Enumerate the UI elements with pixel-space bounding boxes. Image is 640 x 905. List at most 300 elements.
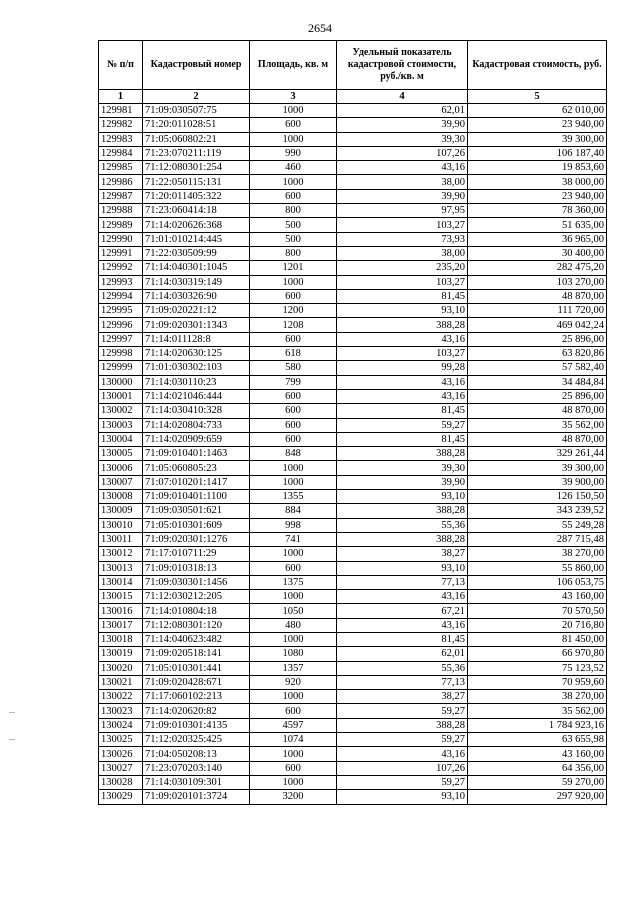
table-row	[99, 289, 607, 303]
table-row	[99, 232, 607, 246]
column-number: 4	[337, 90, 468, 104]
table-row	[99, 275, 607, 289]
unit-rate-cell: 103,27	[337, 218, 468, 232]
area-cell: 460	[250, 161, 337, 175]
table-row	[99, 518, 607, 532]
area-cell: 1000	[250, 590, 337, 604]
cadastral-value-table	[98, 40, 607, 805]
area-cell: 600	[250, 418, 337, 432]
cadastral-number-cell: 71:05:010301:609	[143, 518, 250, 532]
area-cell: 1375	[250, 575, 337, 589]
area-cell: 1355	[250, 490, 337, 504]
cadastral-number-cell: 71:20:011405:322	[143, 189, 250, 203]
row-number-cell: 130011	[99, 532, 143, 546]
table-row	[99, 733, 607, 747]
area-cell: 600	[250, 289, 337, 303]
unit-rate-cell: 97,95	[337, 204, 468, 218]
cadastral-number-cell: 71:09:010401:1100	[143, 490, 250, 504]
cadastral-value-cell: 1 784 923,16	[468, 718, 607, 732]
cadastral-number-cell: 71:17:010711:29	[143, 547, 250, 561]
cadastral-value-cell: 19 853,60	[468, 161, 607, 175]
cadastral-value-cell: 66 970,80	[468, 647, 607, 661]
row-number-cell: 130000	[99, 375, 143, 389]
cadastral-value-cell: 48 870,00	[468, 289, 607, 303]
area-cell: 1000	[250, 461, 337, 475]
row-number-cell: 130023	[99, 704, 143, 718]
cadastral-value-cell: 103 270,00	[468, 275, 607, 289]
unit-rate-cell: 43,16	[337, 375, 468, 389]
row-number-cell: 130014	[99, 575, 143, 589]
table-row	[99, 675, 607, 689]
cadastral-number-cell: 71:14:030326:90	[143, 289, 250, 303]
row-number-cell: 129998	[99, 347, 143, 361]
row-number-cell: 130010	[99, 518, 143, 532]
cadastral-value-cell: 63 820,86	[468, 347, 607, 361]
unit-rate-cell: 59,27	[337, 775, 468, 789]
cadastral-value-cell: 126 150,50	[468, 490, 607, 504]
cadastral-value-cell: 43 160,00	[468, 590, 607, 604]
table-row	[99, 418, 607, 432]
area-cell: 1050	[250, 604, 337, 618]
cadastral-value-cell: 55 249,28	[468, 518, 607, 532]
row-number-cell: 129982	[99, 118, 143, 132]
unit-rate-cell: 55,36	[337, 518, 468, 532]
cadastral-value-cell: 64 356,00	[468, 761, 607, 775]
cadastral-value-cell: 329 261,44	[468, 447, 607, 461]
unit-rate-cell: 107,26	[337, 761, 468, 775]
table-row	[99, 604, 607, 618]
row-number-cell: 129994	[99, 289, 143, 303]
area-cell: 1000	[250, 132, 337, 146]
cadastral-value-cell: 23 940,00	[468, 189, 607, 203]
cadastral-value-cell: 30 400,00	[468, 246, 607, 260]
cadastral-number-cell: 71:07:010201:1417	[143, 475, 250, 489]
cadastral-number-cell: 71:12:080301:120	[143, 618, 250, 632]
area-cell: 800	[250, 204, 337, 218]
table-row	[99, 532, 607, 546]
table-row	[99, 618, 607, 632]
table-row	[99, 775, 607, 789]
cadastral-number-cell: 71:14:020620:82	[143, 704, 250, 718]
table-row	[99, 132, 607, 146]
table-row	[99, 375, 607, 389]
cadastral-number-cell: 71:09:010401:1463	[143, 447, 250, 461]
column-number: 5	[468, 90, 607, 104]
cadastral-value-cell: 38 270,00	[468, 690, 607, 704]
row-number-cell: 130017	[99, 618, 143, 632]
cadastral-value-cell: 63 655,98	[468, 733, 607, 747]
row-number-cell: 129981	[99, 104, 143, 118]
cadastral-value-cell: 48 870,00	[468, 432, 607, 446]
area-cell: 600	[250, 332, 337, 346]
row-number-cell: 130016	[99, 604, 143, 618]
table-row	[99, 504, 607, 518]
cadastral-number-cell: 71:09:020221:12	[143, 304, 250, 318]
cadastral-number-cell: 71:09:010318:13	[143, 561, 250, 575]
area-cell: 799	[250, 375, 337, 389]
area-cell: 1000	[250, 547, 337, 561]
table-row	[99, 389, 607, 403]
area-cell: 1000	[250, 775, 337, 789]
row-number-cell: 129985	[99, 161, 143, 175]
unit-rate-cell: 62,01	[337, 104, 468, 118]
cadastral-value-cell: 70 959,60	[468, 675, 607, 689]
cadastral-value-cell: 343 239,52	[468, 504, 607, 518]
cadastral-number-cell: 71:12:020325:425	[143, 733, 250, 747]
table-row	[99, 575, 607, 589]
unit-rate-cell: 81,45	[337, 289, 468, 303]
cadastral-number-cell: 71:22:050115:131	[143, 175, 250, 189]
table-row	[99, 246, 607, 260]
row-number-cell: 129992	[99, 261, 143, 275]
area-cell: 600	[250, 189, 337, 203]
area-cell: 1000	[250, 690, 337, 704]
area-cell: 600	[250, 404, 337, 418]
row-number-cell: 130006	[99, 461, 143, 475]
unit-rate-cell: 81,45	[337, 632, 468, 646]
unit-rate-cell: 39,90	[337, 189, 468, 203]
cadastral-value-cell: 106 053,75	[468, 575, 607, 589]
unit-rate-cell: 77,13	[337, 675, 468, 689]
row-number-cell: 130021	[99, 675, 143, 689]
unit-rate-cell: 67,21	[337, 604, 468, 618]
cadastral-value-cell: 81 450,00	[468, 632, 607, 646]
row-number-cell: 130012	[99, 547, 143, 561]
area-cell: 600	[250, 561, 337, 575]
cadastral-value-cell: 34 484,84	[468, 375, 607, 389]
row-number-cell: 129997	[99, 332, 143, 346]
cadastral-number-cell: 71:01:030302:103	[143, 361, 250, 375]
area-cell: 1000	[250, 632, 337, 646]
table-row	[99, 318, 607, 332]
table-body	[99, 104, 607, 805]
row-number-cell: 130004	[99, 432, 143, 446]
area-cell: 990	[250, 146, 337, 160]
unit-rate-cell: 43,16	[337, 332, 468, 346]
column-number-row	[99, 90, 607, 104]
area-cell: 580	[250, 361, 337, 375]
unit-rate-cell: 93,10	[337, 490, 468, 504]
unit-rate-cell: 55,36	[337, 661, 468, 675]
unit-rate-cell: 235,20	[337, 261, 468, 275]
row-number-cell: 129984	[99, 146, 143, 160]
area-cell: 1200	[250, 304, 337, 318]
cadastral-value-cell: 20 716,80	[468, 618, 607, 632]
cadastral-value-cell: 25 896,00	[468, 389, 607, 403]
cadastral-value-cell: 111 720,00	[468, 304, 607, 318]
unit-rate-cell: 39,30	[337, 132, 468, 146]
area-cell: 884	[250, 504, 337, 518]
cadastral-number-cell: 71:14:020626:368	[143, 218, 250, 232]
row-number-cell: 130008	[99, 490, 143, 504]
table-row	[99, 690, 607, 704]
row-number-cell: 129988	[99, 204, 143, 218]
cadastral-number-cell: 71:12:080301:254	[143, 161, 250, 175]
header-row	[99, 41, 607, 90]
unit-rate-cell: 107,26	[337, 146, 468, 160]
row-number-cell: 130013	[99, 561, 143, 575]
cadastral-number-cell: 71:09:020301:1343	[143, 318, 250, 332]
table-row	[99, 447, 607, 461]
row-number-cell: 130007	[99, 475, 143, 489]
area-cell: 1000	[250, 175, 337, 189]
area-cell: 600	[250, 389, 337, 403]
table-row	[99, 704, 607, 718]
table-row	[99, 189, 607, 203]
unit-rate-cell: 38,00	[337, 175, 468, 189]
cadastral-number-cell: 71:09:020301:1276	[143, 532, 250, 546]
row-number-cell: 130022	[99, 690, 143, 704]
table-row	[99, 204, 607, 218]
unit-rate-cell: 388,28	[337, 532, 468, 546]
table-row	[99, 590, 607, 604]
cadastral-number-cell: 71:14:040623:482	[143, 632, 250, 646]
cadastral-number-cell: 71:14:030109:301	[143, 775, 250, 789]
area-cell: 600	[250, 704, 337, 718]
table-row	[99, 747, 607, 761]
unit-rate-cell: 39,30	[337, 461, 468, 475]
area-cell: 480	[250, 618, 337, 632]
cadastral-number-cell: 71:14:030110:23	[143, 375, 250, 389]
unit-rate-cell: 43,16	[337, 618, 468, 632]
area-cell: 998	[250, 518, 337, 532]
cadastral-number-cell: 71:09:020518:141	[143, 647, 250, 661]
table-row	[99, 547, 607, 561]
row-number-cell: 130002	[99, 404, 143, 418]
table-row	[99, 146, 607, 160]
unit-rate-cell: 103,27	[337, 347, 468, 361]
cadastral-value-cell: 39 300,00	[468, 461, 607, 475]
cadastral-number-cell: 71:23:060414:18	[143, 204, 250, 218]
cadastral-number-cell: 71:14:021046:444	[143, 389, 250, 403]
table-row	[99, 218, 607, 232]
row-number-cell: 129990	[99, 232, 143, 246]
scan-margin-mark	[9, 739, 15, 740]
area-cell: 848	[250, 447, 337, 461]
table-row	[99, 761, 607, 775]
cadastral-number-cell: 71:14:020630:125	[143, 347, 250, 361]
area-cell: 1000	[250, 747, 337, 761]
area-cell: 1074	[250, 733, 337, 747]
header-cadastral-value: Кадастровая стоимость, руб.	[468, 41, 607, 90]
cadastral-value-cell: 23 940,00	[468, 118, 607, 132]
table-row	[99, 332, 607, 346]
cadastral-number-cell: 71:09:030501:621	[143, 504, 250, 518]
column-number: 3	[250, 90, 337, 104]
area-cell: 1080	[250, 647, 337, 661]
area-cell: 600	[250, 761, 337, 775]
cadastral-number-cell: 71:09:020101:3724	[143, 790, 250, 804]
area-cell: 741	[250, 532, 337, 546]
unit-rate-cell: 59,27	[337, 733, 468, 747]
cadastral-number-cell: 71:09:030507:75	[143, 104, 250, 118]
unit-rate-cell: 38,27	[337, 547, 468, 561]
table-row	[99, 647, 607, 661]
cadastral-value-cell: 106 187,40	[468, 146, 607, 160]
row-number-cell: 130024	[99, 718, 143, 732]
cadastral-number-cell: 71:14:040301:1045	[143, 261, 250, 275]
cadastral-number-cell: 71:05:060802:21	[143, 132, 250, 146]
cadastral-number-cell: 71:14:020804:733	[143, 418, 250, 432]
table-row	[99, 475, 607, 489]
table-row	[99, 404, 607, 418]
area-cell: 500	[250, 218, 337, 232]
cadastral-value-cell: 35 562,00	[468, 704, 607, 718]
unit-rate-cell: 43,16	[337, 747, 468, 761]
table-row	[99, 118, 607, 132]
unit-rate-cell: 59,27	[337, 418, 468, 432]
row-number-cell: 130029	[99, 790, 143, 804]
area-cell: 1000	[250, 275, 337, 289]
unit-rate-cell: 81,45	[337, 432, 468, 446]
area-cell: 1000	[250, 475, 337, 489]
area-cell: 920	[250, 675, 337, 689]
row-number-cell: 129996	[99, 318, 143, 332]
unit-rate-cell: 43,16	[337, 590, 468, 604]
row-number-cell: 130028	[99, 775, 143, 789]
table-row	[99, 790, 607, 804]
cadastral-value-cell: 57 582,40	[468, 361, 607, 375]
table-row	[99, 461, 607, 475]
cadastral-value-cell: 59 270,00	[468, 775, 607, 789]
unit-rate-cell: 81,45	[337, 404, 468, 418]
row-number-cell: 130015	[99, 590, 143, 604]
row-number-cell: 130003	[99, 418, 143, 432]
cadastral-value-cell: 282 475,20	[468, 261, 607, 275]
cadastral-value-cell: 297 920,00	[468, 790, 607, 804]
unit-rate-cell: 59,27	[337, 704, 468, 718]
cadastral-value-cell: 78 360,00	[468, 204, 607, 218]
cadastral-value-cell: 48 870,00	[468, 404, 607, 418]
table-row	[99, 490, 607, 504]
row-number-cell: 130026	[99, 747, 143, 761]
cadastral-value-cell: 25 896,00	[468, 332, 607, 346]
unit-rate-cell: 43,16	[337, 389, 468, 403]
cadastral-value-cell: 51 635,00	[468, 218, 607, 232]
table-row	[99, 561, 607, 575]
cadastral-number-cell: 71:23:070211:119	[143, 146, 250, 160]
unit-rate-cell: 62,01	[337, 647, 468, 661]
area-cell: 800	[250, 246, 337, 260]
unit-rate-cell: 38,00	[337, 246, 468, 260]
table-row	[99, 661, 607, 675]
cadastral-number-cell: 71:14:011128:8	[143, 332, 250, 346]
cadastral-value-cell: 39 300,00	[468, 132, 607, 146]
unit-rate-cell: 103,27	[337, 275, 468, 289]
row-number-cell: 130018	[99, 632, 143, 646]
unit-rate-cell: 93,10	[337, 790, 468, 804]
area-cell: 1357	[250, 661, 337, 675]
unit-rate-cell: 93,10	[337, 304, 468, 318]
area-cell: 1000	[250, 104, 337, 118]
cadastral-value-cell: 39 900,00	[468, 475, 607, 489]
header-unit-rate: Удельный показатель кадастровой стоимости, руб./кв. м	[337, 41, 468, 90]
unit-rate-cell: 99,28	[337, 361, 468, 375]
unit-rate-cell: 38,27	[337, 690, 468, 704]
cadastral-number-cell: 71:09:020428:671	[143, 675, 250, 689]
cadastral-number-cell: 71:04:050208:13	[143, 747, 250, 761]
table-row	[99, 361, 607, 375]
row-number-cell: 129991	[99, 246, 143, 260]
row-number-cell: 129999	[99, 361, 143, 375]
unit-rate-cell: 43,16	[337, 161, 468, 175]
scan-margin-mark	[9, 712, 15, 713]
cadastral-value-cell: 38 000,00	[468, 175, 607, 189]
unit-rate-cell: 39,90	[337, 118, 468, 132]
unit-rate-cell: 388,28	[337, 504, 468, 518]
cadastral-value-cell: 55 860,00	[468, 561, 607, 575]
row-number-cell: 130009	[99, 504, 143, 518]
unit-rate-cell: 388,28	[337, 318, 468, 332]
row-number-cell: 130025	[99, 733, 143, 747]
cadastral-number-cell: 71:17:060102:213	[143, 690, 250, 704]
unit-rate-cell: 77,13	[337, 575, 468, 589]
cadastral-number-cell: 71:23:070203:140	[143, 761, 250, 775]
cadastral-number-cell: 71:09:030301:1456	[143, 575, 250, 589]
row-number-cell: 129983	[99, 132, 143, 146]
unit-rate-cell: 93,10	[337, 561, 468, 575]
column-number: 1	[99, 90, 143, 104]
row-number-cell: 130019	[99, 647, 143, 661]
cadastral-number-cell: 71:14:030319:149	[143, 275, 250, 289]
area-cell: 500	[250, 232, 337, 246]
row-number-cell: 129993	[99, 275, 143, 289]
cadastral-value-cell: 36 965,00	[468, 232, 607, 246]
unit-rate-cell: 388,28	[337, 447, 468, 461]
table-row	[99, 175, 607, 189]
cadastral-value-cell: 469 042,24	[468, 318, 607, 332]
cadastral-value-cell: 75 123,52	[468, 661, 607, 675]
row-number-cell: 130005	[99, 447, 143, 461]
area-cell: 3200	[250, 790, 337, 804]
cadastral-number-cell: 71:12:030212:205	[143, 590, 250, 604]
cadastral-value-cell: 62 010,00	[468, 104, 607, 118]
cadastral-number-cell: 71:20:011028:51	[143, 118, 250, 132]
cadastral-number-cell: 71:14:030410:328	[143, 404, 250, 418]
header-cadastral-number: Кадастровый номер	[143, 41, 250, 90]
row-number-cell: 130027	[99, 761, 143, 775]
row-number-cell: 129995	[99, 304, 143, 318]
cadastral-number-cell: 71:05:010301:441	[143, 661, 250, 675]
table-row	[99, 347, 607, 361]
column-number: 2	[143, 90, 250, 104]
table-row	[99, 104, 607, 118]
cadastral-value-cell: 43 160,00	[468, 747, 607, 761]
table-row	[99, 261, 607, 275]
area-cell: 600	[250, 432, 337, 446]
area-cell: 1201	[250, 261, 337, 275]
row-number-cell: 130001	[99, 389, 143, 403]
cadastral-number-cell: 71:22:030509:99	[143, 246, 250, 260]
page-number: 2654	[308, 21, 332, 35]
header-area: Площадь, кв. м	[250, 41, 337, 90]
row-number-cell: 129986	[99, 175, 143, 189]
row-number-cell: 129987	[99, 189, 143, 203]
unit-rate-cell: 388,28	[337, 718, 468, 732]
cadastral-number-cell: 71:09:010301:4135	[143, 718, 250, 732]
cadastral-value-cell: 287 715,48	[468, 532, 607, 546]
header-row-number: № п/п	[99, 41, 143, 90]
table-row	[99, 304, 607, 318]
cadastral-value-cell: 35 562,00	[468, 418, 607, 432]
row-number-cell: 129989	[99, 218, 143, 232]
cadastral-number-cell: 71:14:020909:659	[143, 432, 250, 446]
cadastral-number-cell: 71:05:060805:23	[143, 461, 250, 475]
cadastral-value-cell: 70 570,50	[468, 604, 607, 618]
cadastral-number-cell: 71:01:010214:445	[143, 232, 250, 246]
row-number-cell: 130020	[99, 661, 143, 675]
area-cell: 1208	[250, 318, 337, 332]
